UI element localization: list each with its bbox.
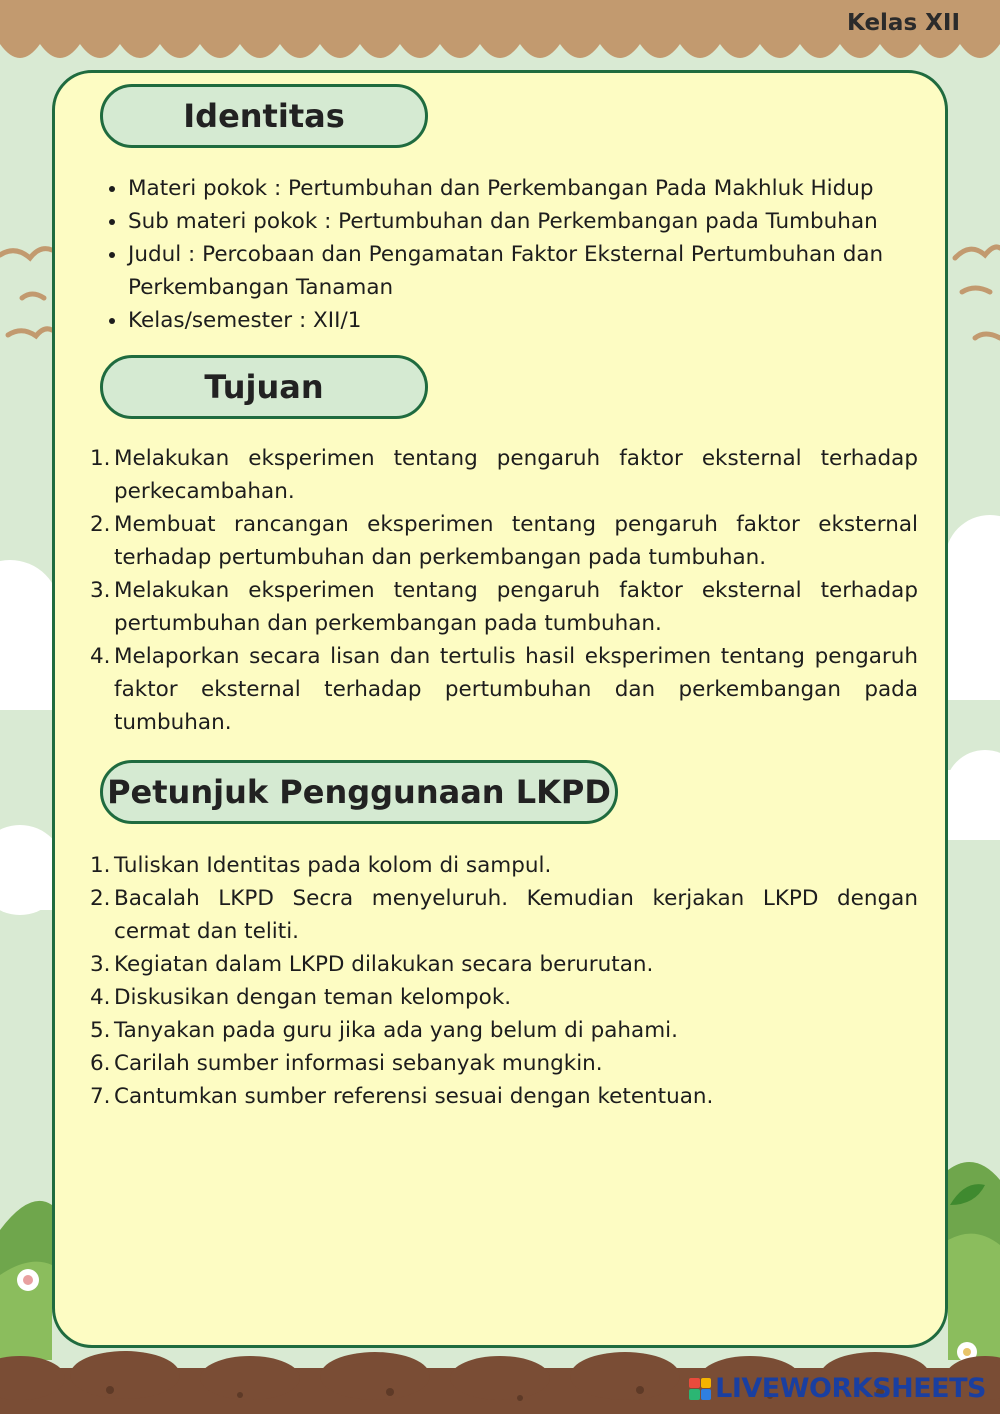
item-number: 7.: [90, 1084, 111, 1109]
class-label: Kelas XII: [847, 10, 960, 36]
item-number: 1.: [90, 853, 111, 878]
identitas-list: [90, 172, 958, 337]
item-text: Carilah sumber informasi sebanyak mungkin.: [114, 1051, 603, 1076]
section-title-identitas: Identitas: [100, 84, 428, 148]
identitas-item: • Sub materi pokok : Pertumbuhan dan Perkembangan pada Tumbuhan: [128, 205, 958, 238]
item-number: 2.: [90, 512, 111, 537]
item-text: Diskusikan dengan teman kelompok.: [114, 985, 512, 1010]
tujuan-list: [90, 442, 918, 739]
item-number: 3.: [90, 952, 111, 977]
item-number: 3.: [90, 578, 111, 603]
item-text: Bacalah LKPD Secra menyeluruh. Kemudian kerjakan LKPD dengan cermat dan teliti.: [114, 886, 918, 944]
petunjuk-item: [90, 1080, 918, 1113]
tujuan-item: [90, 640, 918, 739]
petunjuk-item: [90, 849, 918, 882]
brand-text: LIVEWORKSHEETS: [715, 1373, 986, 1404]
item-text: Melaporkan secara lisan dan tertulis hasil eksperimen tentang pengaruh faktor eksternal terhadap pertumbuhan dan perkembangan pada tumbuhan.: [114, 644, 918, 735]
petunjuk-item: [90, 1047, 918, 1080]
cloud-right: [945, 515, 1000, 840]
item-text: Cantumkan sumber referensi sesuai dengan ketentuan.: [114, 1084, 714, 1109]
item-text: Melakukan eksperimen tentang pengaruh faktor eksternal terhadap perkecambahan.: [114, 446, 918, 504]
item-number: 1.: [90, 446, 111, 471]
item-number: 5.: [90, 1018, 111, 1043]
section-title-petunjuk: Petunjuk Penggunaan LKPD: [100, 760, 618, 824]
identitas-item: • Kelas/semester : XII/1: [128, 304, 958, 337]
petunjuk-item: [90, 1014, 918, 1047]
tujuan-item: [90, 508, 918, 574]
tujuan-item: [90, 574, 918, 640]
item-number: 2.: [90, 886, 111, 911]
petunjuk-list: [90, 849, 918, 1113]
liveworksheets-logo-icon: [689, 1378, 711, 1400]
item-number: 6.: [90, 1051, 111, 1076]
item-text: Membuat rancangan eksperimen tentang pengaruh faktor eksternal terhadap pertumbuhan dan perkembangan pada tumbuhan.: [114, 512, 918, 570]
item-number: 4.: [90, 644, 111, 669]
identitas-item: • Judul : Percobaan dan Pengamatan Faktor Eksternal Pertumbuhan dan Perkembangan Tanaman: [128, 238, 958, 304]
item-number: 4.: [90, 985, 111, 1010]
item-text: Tuliskan Identitas pada kolom di sampul.: [114, 853, 552, 878]
liveworksheets-brand[interactable]: [689, 1373, 986, 1404]
tujuan-item: [90, 442, 918, 508]
section-title-tujuan: Tujuan: [100, 355, 428, 419]
item-text: Melakukan eksperimen tentang pengaruh faktor eksternal terhadap pertumbuhan dan perkembangan pada tumbuhan.: [114, 578, 918, 636]
item-text: Kegiatan dalam LKPD dilakukan secara berurutan.: [114, 952, 654, 977]
petunjuk-item: [90, 948, 918, 981]
item-text: Tanyakan pada guru jika ada yang belum di pahami.: [114, 1018, 678, 1043]
petunjuk-item: [90, 981, 918, 1014]
petunjuk-item: [90, 882, 918, 948]
identitas-item: • Materi pokok : Pertumbuhan dan Perkembangan Pada Makhluk Hidup: [128, 172, 958, 205]
